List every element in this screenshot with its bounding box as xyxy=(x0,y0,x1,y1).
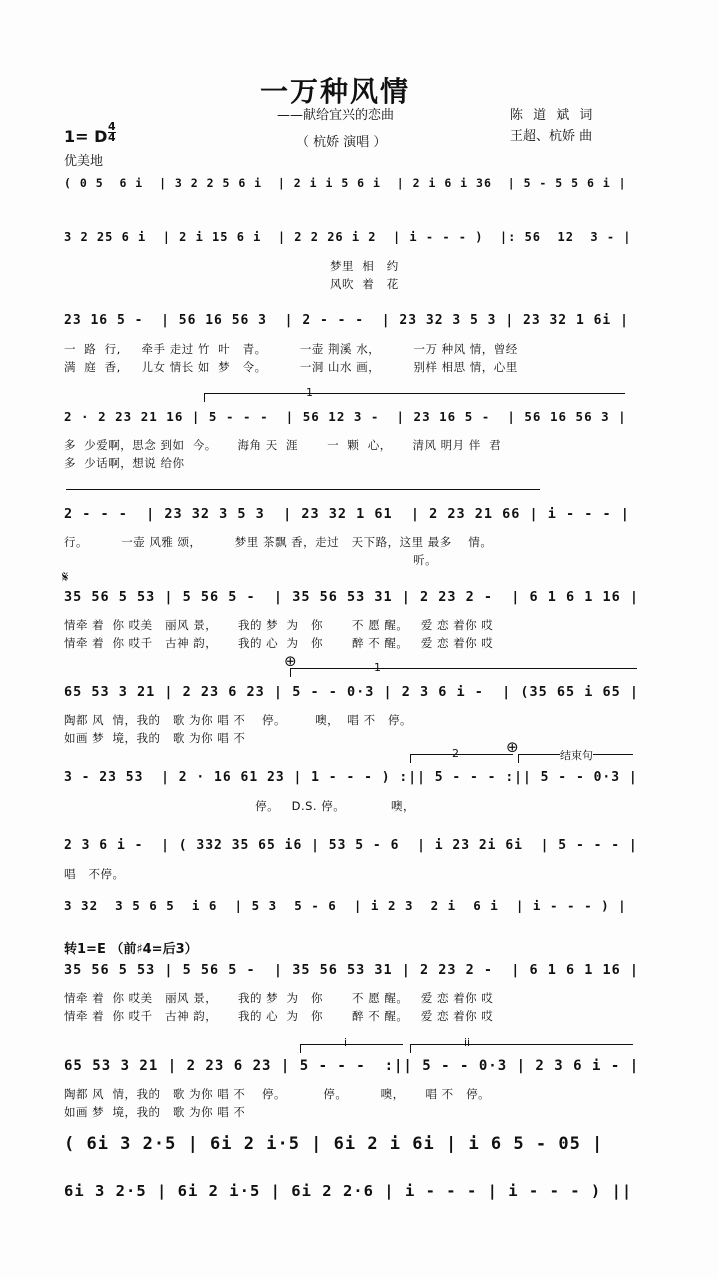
notation-line: 2 3 6 i - | ( 332 35 65 i6 | 53 5 - 6 | i 23 2i 6i | 5 - - - | xyxy=(64,838,638,853)
notation-line: 3 - 23 53 | 2 · 16 61 23 | 1 - - - ) :|| 5 - - - :|| 5 - - 0·3 | xyxy=(64,770,638,785)
notation-line: 35 56 5 53 | 5 56 5 - | 35 56 53 31 | 2 23 2 - | 6 1 6 1 16 | xyxy=(64,589,640,605)
page-title: 一万种风情 xyxy=(260,75,411,108)
lyric-line-1: 陶都 风 情，我的 歌 为你 唱 不 停。 噢， 唱 不 停。 xyxy=(64,713,413,727)
notation-line: 3 32 3 5 6 5 i 6 | 5 3 5 - 6 | i 2 3 2 i 6 i | i - - - ) | xyxy=(64,898,627,913)
staff-system-8 xyxy=(64,770,644,830)
lyric-line-1: 唱 不停。 xyxy=(64,867,125,881)
coda-sign-2: ⊕ xyxy=(506,738,519,756)
volta-bracket-1b xyxy=(290,668,637,677)
volta-label-1: 1 xyxy=(306,386,313,399)
lyric-line-1: 陶都 风 情，我的 歌 为你 唱 不 停。 停。 噢， 唱 不 停。 xyxy=(64,1087,491,1101)
volta-bracket-1 xyxy=(204,393,625,402)
staff-system-7 xyxy=(64,684,644,754)
volta-label-1b: 1 xyxy=(374,661,381,674)
staff-system-13 xyxy=(64,1134,644,1164)
time-sig-top: 4 xyxy=(108,120,116,133)
staff-system-6 xyxy=(64,589,644,659)
volta-label-i: i xyxy=(344,1036,348,1049)
lyric-line-1: 行。 一壶 风雅 颂， 梦里 茶飘 香，走过 天下路，这里 最多 情。 xyxy=(64,535,493,549)
notation-line: ( 0 5 6 i | 3 2 2 5 6 i | 2 i i 5 6 i | 2 i 6 i 36 | 5 - 5 5 6 i | xyxy=(64,176,627,190)
volta-label-2: 2 xyxy=(452,747,459,760)
volta-label-ii: ii xyxy=(464,1036,471,1049)
staff-system-9 xyxy=(64,838,644,888)
modulation-marking: 转1=E （前♯4=后3） xyxy=(64,942,198,957)
notation-line: 65 53 3 21 | 2 23 6 23 | 5 - - 0·3 | 2 3 6 i - | (35 65 i 65 | xyxy=(64,684,640,700)
key-signature: 1= D xyxy=(64,127,108,146)
staff-system-5 xyxy=(64,506,644,576)
staff-system-4 xyxy=(64,409,644,479)
staff-system-3 xyxy=(64,313,644,383)
composer: 王超、杭娇 曲 xyxy=(510,129,593,144)
volta-bracket-ii xyxy=(410,1044,633,1053)
time-signature xyxy=(108,122,116,143)
lyric-line-1: 梦里 相 约 xyxy=(64,259,399,273)
notation-line: ( 6i 3 2·5 | 6i 2 i·5 | 6i 2 i 6i | i 6 5 - 05 | xyxy=(64,1134,604,1154)
notation-line: 2 - - - | 23 32 3 5 3 | 23 32 1 61 | 2 23 21 66 | i - - - | xyxy=(64,506,630,522)
lyric-line-2: 如画 梦 境，我的 歌 为你 唱 不 xyxy=(64,1105,246,1119)
notation-line: 65 53 3 21 | 2 23 6 23 | 5 - - - :|| 5 - - 0·3 | 2 3 6 i - | xyxy=(64,1058,640,1074)
lyric-line-1: 多 少爱啊，思念 到如 今。 海角 天 涯 一 颗 心， 清风 明月 伴 君 xyxy=(64,438,502,452)
lyric-line-1: 情牵 着 你 哎美 丽风 景， 我的 梦 为 你 不 愿 醒。 爱 恋 着你 哎 xyxy=(64,618,494,632)
volta-bracket-2 xyxy=(410,754,513,763)
lyric-line-2: 情牵 着 你 哎千 古神 韵， 我的 心 为 你 醉 不 醒。 爱 恋 着你 哎 xyxy=(64,636,494,650)
segno-sign: 𝄋 xyxy=(62,568,69,586)
staff-system-2 xyxy=(64,230,644,300)
notation-line: 6i 3 2·5 | 6i 2 i·5 | 6i 2 2·6 | i - - - | i - - - ) || xyxy=(64,1182,633,1200)
notation-line: 2 · 2 23 21 16 | 5 - - - | 56 12 3 - | 23 16 5 - | 56 16 56 3 | xyxy=(64,409,627,424)
staff-system-14 xyxy=(64,1182,644,1212)
lyric-line-2: 听。 xyxy=(64,553,438,567)
tempo-marking: 优美地 xyxy=(64,154,104,169)
lyricist: 陈 道 斌 词 xyxy=(510,108,596,123)
staff-system-1 xyxy=(64,176,644,236)
staff-system-11 xyxy=(64,962,644,1032)
lyric-line-2: 满 庭 香, 儿女 情长 如 梦 令。 一洞 山水 画， 别样 相思 情，心里 xyxy=(64,360,518,374)
staff-system-12 xyxy=(64,1058,644,1128)
lyric-line-2: 情牵 着 你 哎千 古神 韵， 我的 心 为 你 醉 不 醒。 爱 恋 着你 哎 xyxy=(64,1009,494,1023)
notation-line: 3 2 25 6 i | 2 i 15 6 i | 2 2 26 i 2 | i - - - ) |: 56 12 3 - | xyxy=(64,230,632,244)
volta-bracket-i xyxy=(300,1044,403,1053)
tie-bracket xyxy=(66,489,540,498)
lyric-line-1: 停。 D.S. 停。 噢， xyxy=(64,799,415,813)
staff-system-10 xyxy=(64,898,644,928)
time-sig-bottom: 4 xyxy=(108,131,116,144)
notation-line: 23 16 5 - | 56 16 56 3 | 2 - - - | 23 32 3 5 3 | 23 32 1 6i | xyxy=(64,313,629,328)
subtitle: ——献给宜兴的恋曲 xyxy=(277,108,395,123)
lyric-line-2: 如画 梦 境，我的 歌 为你 唱 不 xyxy=(64,731,246,745)
lyric-line-1: 情牵 着 你 哎美 丽风 景， 我的 梦 为 你 不 愿 醒。 爱 恋 着你 哎 xyxy=(64,991,494,1005)
lyric-line-1: 一 路 行, 牵手 走过 竹 叶 青。 一壶 荆溪 水， 一万 种风 情，曾经 xyxy=(64,342,518,356)
notation-line: 35 56 5 53 | 5 56 5 - | 35 56 53 31 | 2 23 2 - | 6 1 6 1 16 | xyxy=(64,962,640,978)
performer: （ 杭娇 演唱 ） xyxy=(296,135,387,150)
lyric-line-2: 风吹 着 花 xyxy=(64,277,399,291)
ending-label: 结束句 xyxy=(560,749,593,762)
lyric-line-2: 多 少话啊，想说 给你 xyxy=(64,456,185,470)
coda-sign: ⊕ xyxy=(284,652,297,670)
